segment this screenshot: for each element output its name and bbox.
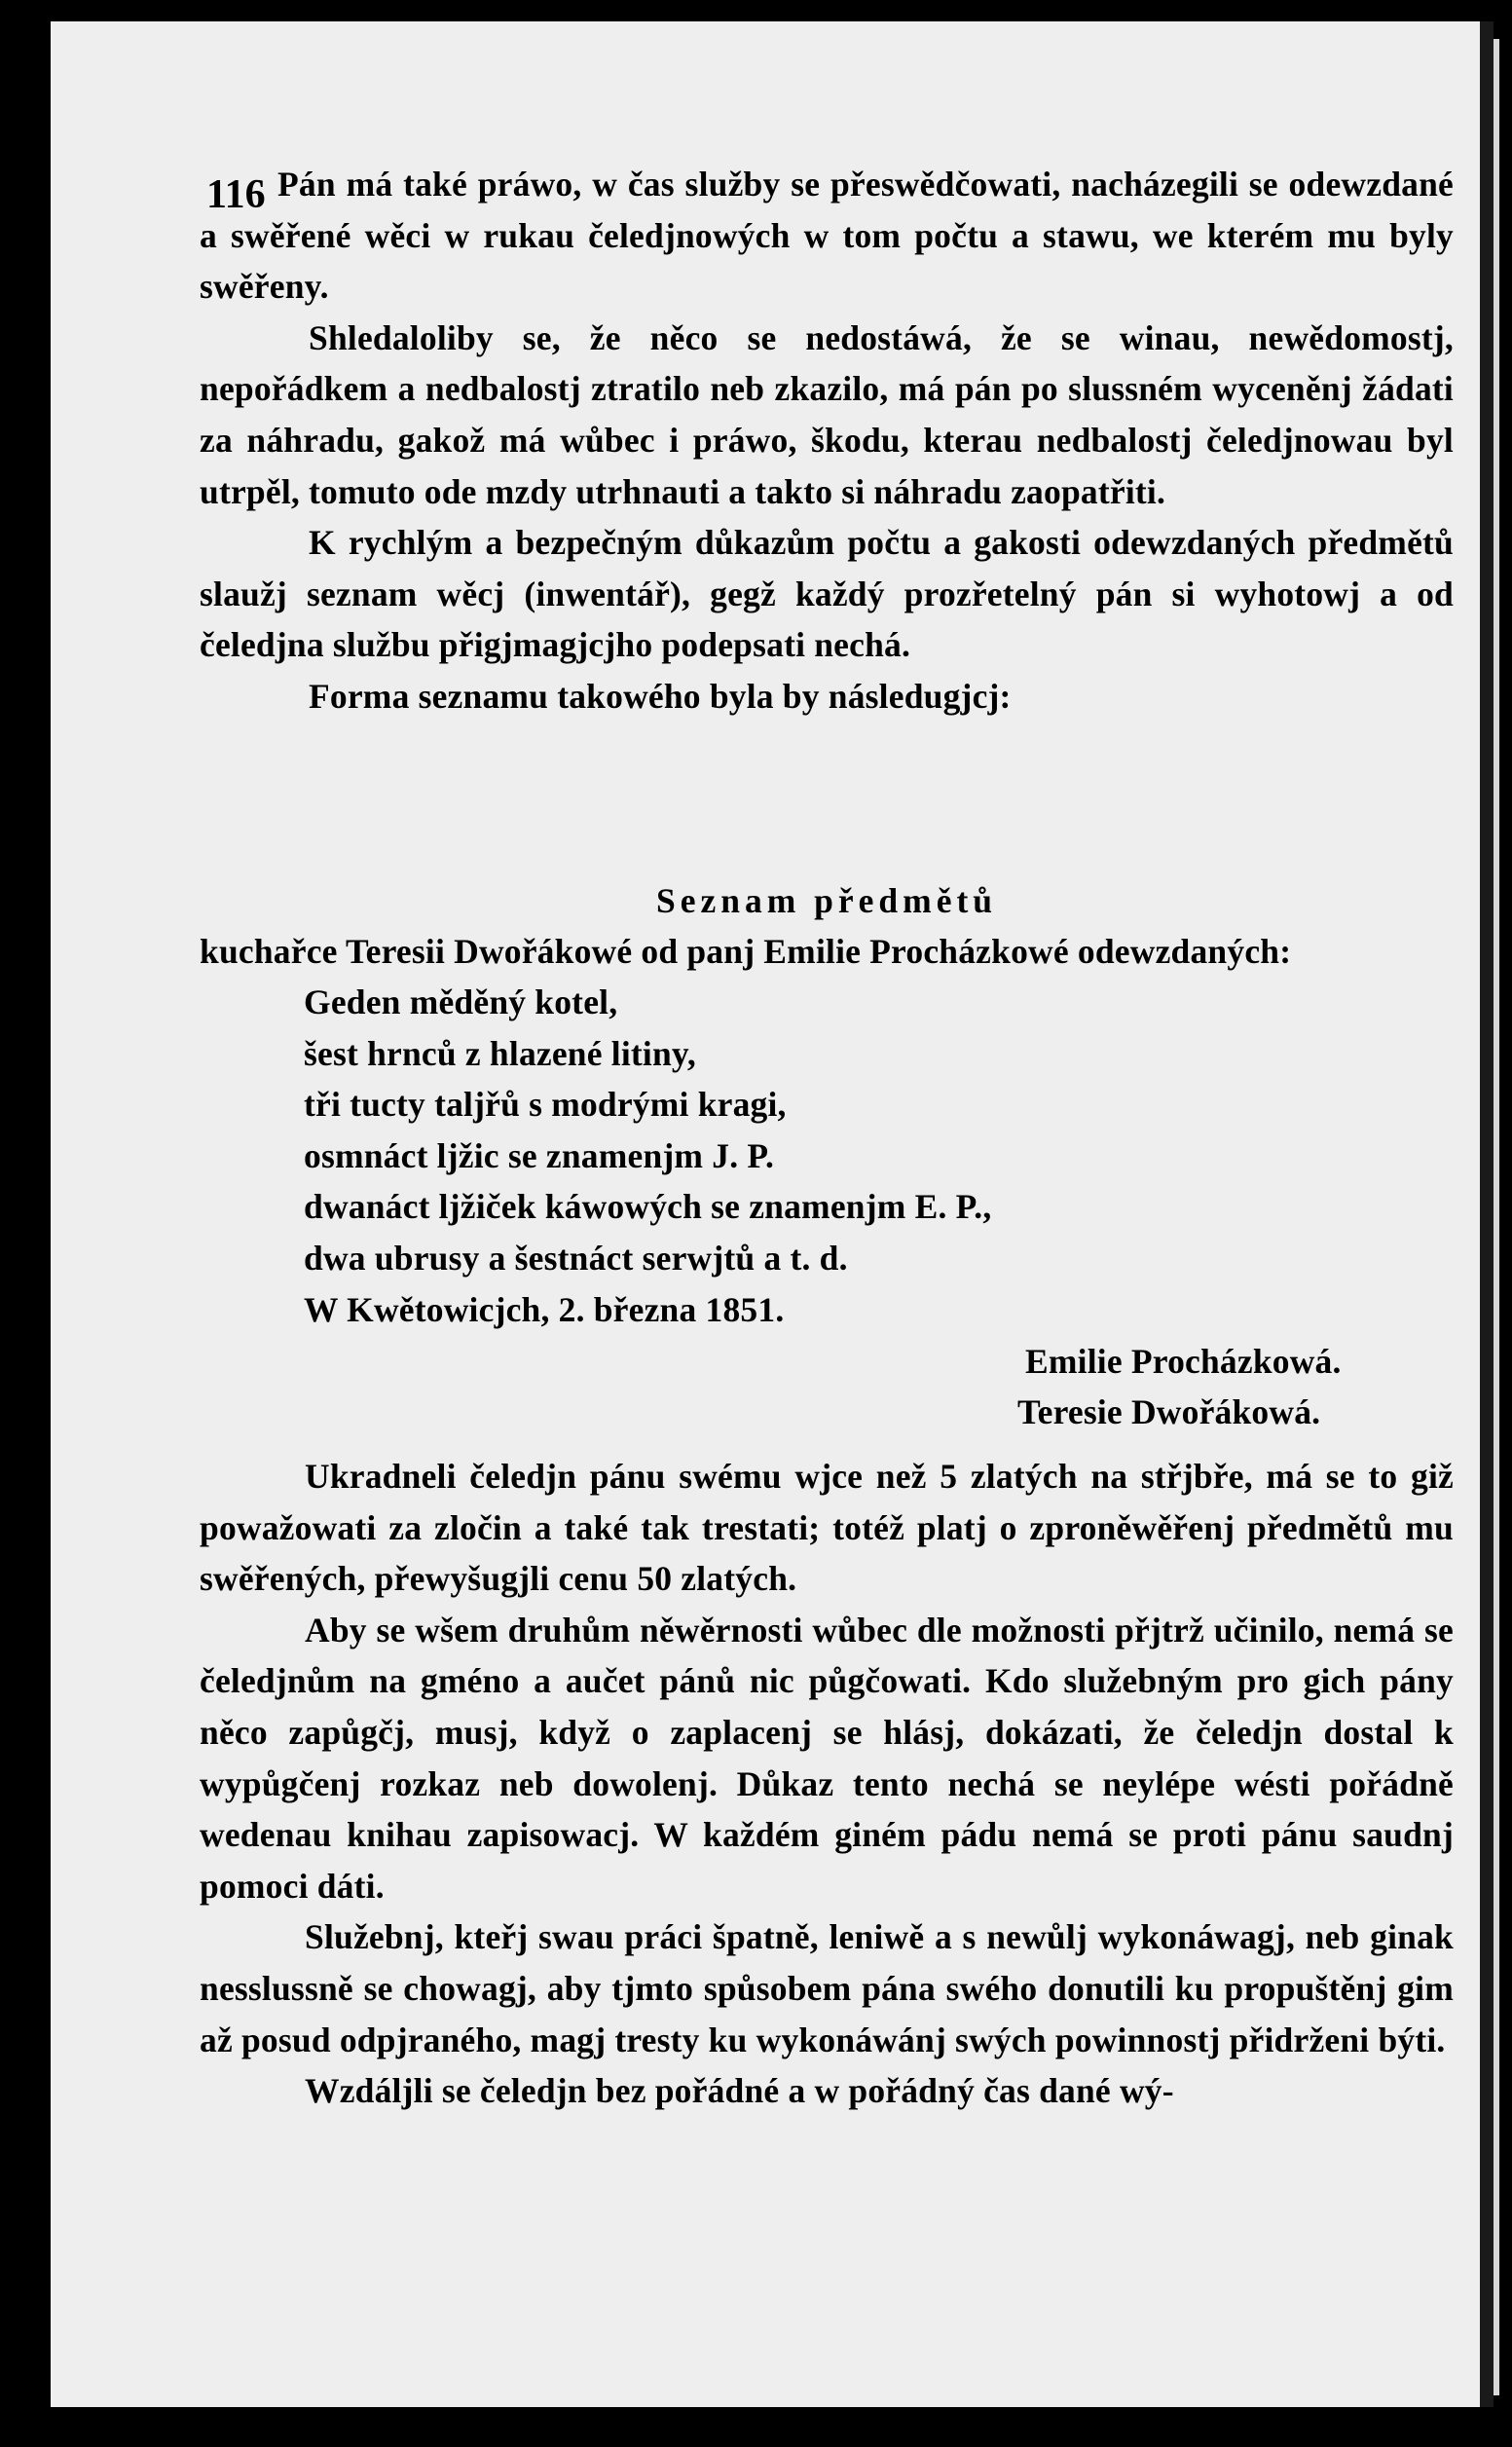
list-item: dwa ubrusy a šestnáct serwjtů a t. d. (304, 1238, 848, 1278)
paragraph-2: Shledaloliby se, že něco se nedostáwá, že se winau, newědomostj, nepořádkem a nedbalostj ztratilo neb zkazilo, má pán po slussném wyceněnj žádati za náhradu, gakož má wůbec i práwo, škodu, kterau nedbalostj čeledjnowau byl utrpěl, tomuto ode mzdy utrhnauti a takto si náhradu zaopatřiti. (200, 317, 1454, 511)
paragraph-1: Pán má také práwo, w čas služby se přeswědčowati, nacházegili se odewzdané a swěřené wěci w rukau čeledjnowých w tom počtu a stawu, we kterém mu byly swěřeny. (200, 165, 1454, 307)
page-number: 116 (206, 172, 266, 217)
list-item: šest hrnců z hlazené litiny, (304, 1033, 696, 1073)
list-item: dwanáct ljžiček káwowých se znamenjm E. P., (304, 1187, 992, 1227)
adjacent-page-edge (1494, 39, 1499, 2395)
signature-servant: Teresie Dwořákowá. (1017, 1392, 1321, 1431)
text-block-bottom (200, 1451, 1454, 2117)
list-item: Geden měděný kotel, (304, 983, 618, 1021)
paragraph-6: Aby se wšem druhům něwěrnosti wůbec dle možnosti přjtrž učinilo, nemá se čeledjnům na gméno a aučet pánů nic půgčowati. Kdo služebným pro gich pány něco zapůgčj, musj, když o zaplacenj se hlásj, dokázati, že čeledjn dostal k wypůgčenj rozkaz neb dowolenj. Důkaz tento nechá se neylépe wésti pořádně wedenau knihau zapisowacj. W každém giném pádu nemá se proti pánu saudnj pomoci dáti. (200, 1610, 1454, 1906)
page-edge-shadow (1480, 21, 1494, 2407)
paragraph-4: Forma seznamu takowého byla by následugjcj: (309, 676, 1012, 716)
paragraph-7: Služebnj, kteřj swau práci špatně, leniwě a s newůlj wykonáwagj, neb ginak nesslussně se chowagj, aby tjmto spůsobem pána swého donutili ku propuštěnj gim až posud odpjraného, magj tresty ku wykonáwánj swých powinnostj přidrženi býti. (200, 1917, 1454, 2059)
text-block-top (200, 159, 1454, 723)
list-item: tři tucty taljřů s modrými kragi, (304, 1085, 787, 1125)
signature-employer: Emilie Procházkowá. (1025, 1342, 1342, 1381)
inventory-list (304, 977, 991, 1335)
paragraph-8: Wzdáljli se čeledjn bez pořádné a w pořádný čas dané wý- (305, 2071, 1174, 2111)
inventory-intro: kuchařce Teresii Dwořákowé od panj Emilie Procházkowé odewzdaných: (200, 932, 1292, 971)
paragraph-5: Ukradneli čeledjn pánu swému wjce než 5 zlatých na střjbře, má se to giž powažowati za zločin a také tak trestati; totéž platj o zproněwěřenj předmětů mu swěřených, přewyšugjli cenu 50 zlatých. (200, 1457, 1454, 1599)
paragraph-3: K rychlým a bezpečným důkazům počtu a gakosti odewzdaných předmětů slaužj seznam wěcj (inwentář), gegž každý prozřetelný pán si wyhotowj a od čeledjna službu přigjmagjcjho podepsati nechá. (200, 523, 1454, 665)
list-item: osmnáct ljžic se znamenjm J. P. (304, 1135, 775, 1175)
place-date: W Kwětowicjch, 2. března 1851. (304, 1289, 785, 1329)
inventory-heading: Seznam předmětů (655, 881, 998, 920)
